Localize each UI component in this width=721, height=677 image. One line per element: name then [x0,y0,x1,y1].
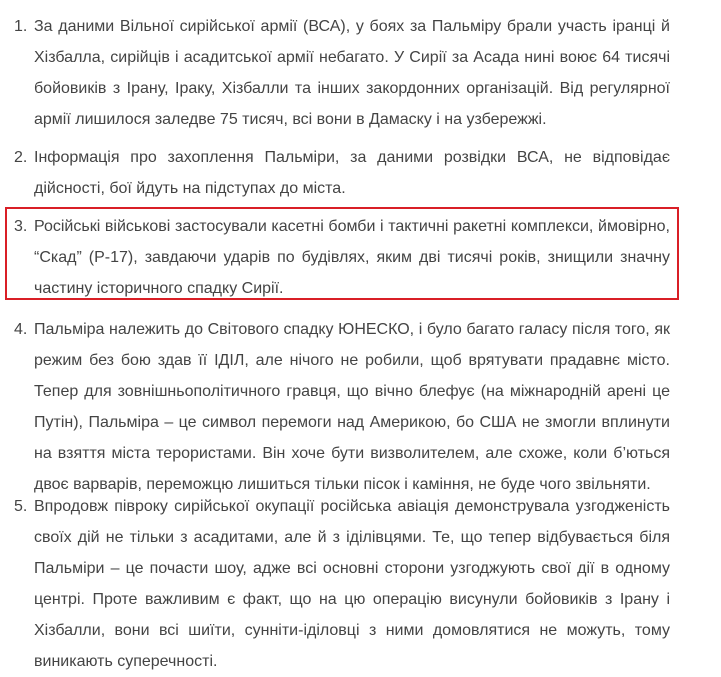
list-item-number: 4. [14,321,28,338]
list-item-number: 2. [14,149,28,166]
list-item-text: Впродовж півроку сирійської окупації російська авіація демонструвала узгодженість своїх дій не тільки з асадитами, але й з іділівцями. Те, що тепер відбувається біля Пальміри – це почасти шоу, адже всі основні сторони узгоджують свої дії в одному центрі. Проте важливим є факт, що на цю операцію висунули бойовиків з Ірану і Хізбалли, вони всі шиїти, сунніти-іділовці з ними домовлятися не можуть, тому виникають суперечності. [34,498,670,670]
list-item-number: 1. [14,18,28,35]
list-item-text: Російські військові застосували касетні бомби і тактичні ракетні комплекси, ймовірно, “Скад” (Р-17), завдаючи ударів по будівлях, яким дві тисячі років, знищили значну частину історичного спадку Сирії. [34,218,670,297]
list-item-3 [14,211,670,304]
list-item-4 [14,314,670,500]
list-item-text: Інформація про захоплення Пальміри, за даними розвідки ВСА, не відповідає дійсності, бої йдуть на підступах до міста. [34,149,670,197]
list-item-number: 3. [14,218,28,235]
list-item-text: Пальміра належить до Світового спадку ЮНЕСКО, і було багато галасу після того, як режим без бою здав її ІДІЛ, але нічого не робили, щоб врятувати прадавнє місто. Тепер для зовнішньополітичного гравця, що вічно блефує (на міжнародній арені це Путін), Пальміра – це символ перемоги над Америкою, бо США не змогли вплинути на взяття міста терористами. Він хоче бути визволителем, але схоже, коли б’ються двоє варварів, переможцю лишиться тільки пісок і каміння, не буде чого звільняти. [34,321,670,493]
list-item-5 [14,491,670,677]
list-item-text: За даними Вільної сирійської армії (ВСА), у боях за Пальміру брали участь іранці й Хізбалла, сирійців і асадитської армії небагато. У Сирії за Асада нині воює 64 тисячі бойовиків з Ірану, Іраку, Хізбалли та інших закордонних організацій. Від регулярної армії лишилося заледве 75 тисяч, всі вони в Дамаску і на узбережжі. [34,18,670,128]
list-item-1 [14,11,670,135]
list-item-2 [14,142,670,204]
list-item-number: 5. [14,498,28,515]
